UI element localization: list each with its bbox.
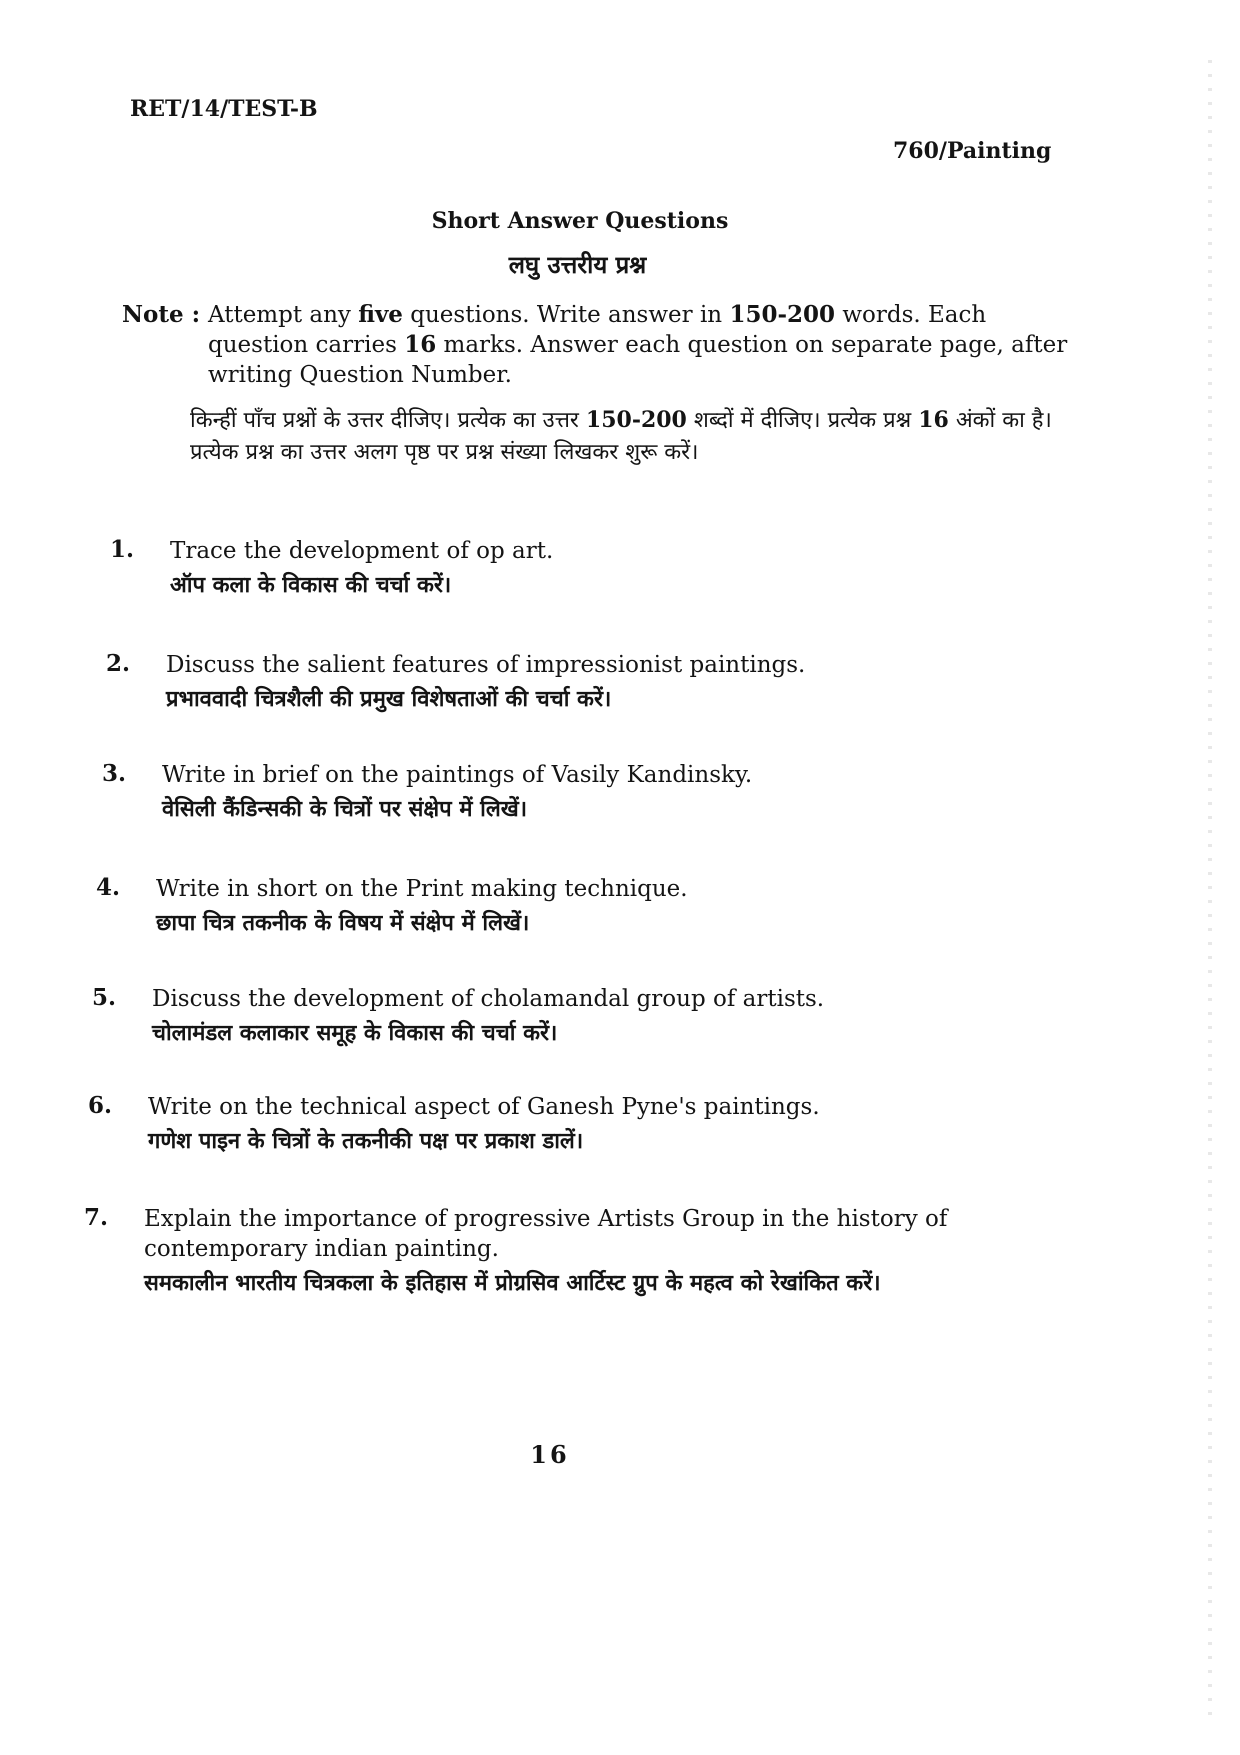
question-hindi: समकालीन भारतीय चित्रकला के इतिहास में प्रोग्रसिव आर्टिस्ट ग्रुप के महत्व को रेखांकित करें।: [144, 1271, 881, 1296]
question-number: 3.: [102, 760, 127, 787]
question-english: Write on the technical aspect of Ganesh Pyne's paintings.: [148, 1094, 820, 1120]
question-english: Discuss the development of cholamandal group of artists.: [152, 986, 825, 1012]
question-english: Explain the importance of progressive Artists Group in the history of contemporary indian painting.: [144, 1206, 948, 1262]
question-2: [106, 650, 1006, 716]
instructions-note: [122, 300, 1072, 469]
question-english: Write in short on the Print making technique.: [156, 876, 688, 902]
question-number: 7.: [84, 1204, 109, 1231]
question-number: 2.: [106, 650, 131, 677]
section-title-hindi: लघु उत्तरीय प्रश्न: [508, 251, 647, 279]
question-english: Trace the development of op art.: [170, 538, 554, 564]
note-label: Note :: [122, 301, 201, 328]
question-5: [92, 984, 992, 1050]
note-hindi: किन्हीं पाँच प्रश्नों के उत्तर दीजिए। प्रत्येक का उत्तर 150-200 शब्दों में दीजिए। प्रत्येक प्रश्न 16 अंकों का है। प्रत्येक प्रश्न का उत्तर अलग पृष्ठ पर प्रश्न संख्या लिखकर शुरू करें।: [190, 407, 1052, 465]
question-3: [102, 760, 1002, 826]
question-hindi: छापा चित्र तकनीक के विषय में संक्षेप में लिखें।: [156, 911, 530, 936]
question-hindi: वेसिली कैंडिन्सकी के चित्रों पर संक्षेप में लिखें।: [162, 797, 528, 822]
question-number: 1.: [110, 536, 135, 563]
question-hindi: प्रभाववादी चित्रशैली की प्रमुख विशेषताओं की चर्चा करें।: [166, 687, 612, 712]
question-number: 4.: [96, 874, 121, 901]
section-title-english: Short Answer Questions: [431, 208, 729, 234]
question-4: [96, 874, 996, 940]
scan-edge-marks: [1208, 60, 1212, 1720]
page-number: 16: [530, 1440, 570, 1469]
question-7: [84, 1204, 1044, 1300]
question-hindi: चोलामंडल कलाकार समूह के विकास की चर्चा करें।: [152, 1021, 558, 1046]
question-hindi: ऑप कला के विकास की चर्चा करें।: [170, 573, 452, 598]
note-english: Attempt any five questions. Write answer in 150-200 words. Each question carries 16 marks. Answer each question on separate page, after writing Question Number.: [208, 301, 1068, 388]
question-number: 6.: [88, 1092, 113, 1119]
paper-code: RET/14/TEST-B: [130, 96, 318, 122]
question-6: [88, 1092, 988, 1158]
question-english: Write in brief on the paintings of Vasily Kandinsky.: [162, 762, 753, 788]
question-english: Discuss the salient features of impressionist paintings.: [166, 652, 806, 678]
question-hindi: गणेश पाइन के चित्रों के तकनीकी पक्ष पर प्रकाश डालें।: [148, 1129, 584, 1154]
question-number: 5.: [92, 984, 117, 1011]
question-1: [110, 536, 1010, 602]
subject-code: 760/Painting: [893, 138, 1052, 164]
